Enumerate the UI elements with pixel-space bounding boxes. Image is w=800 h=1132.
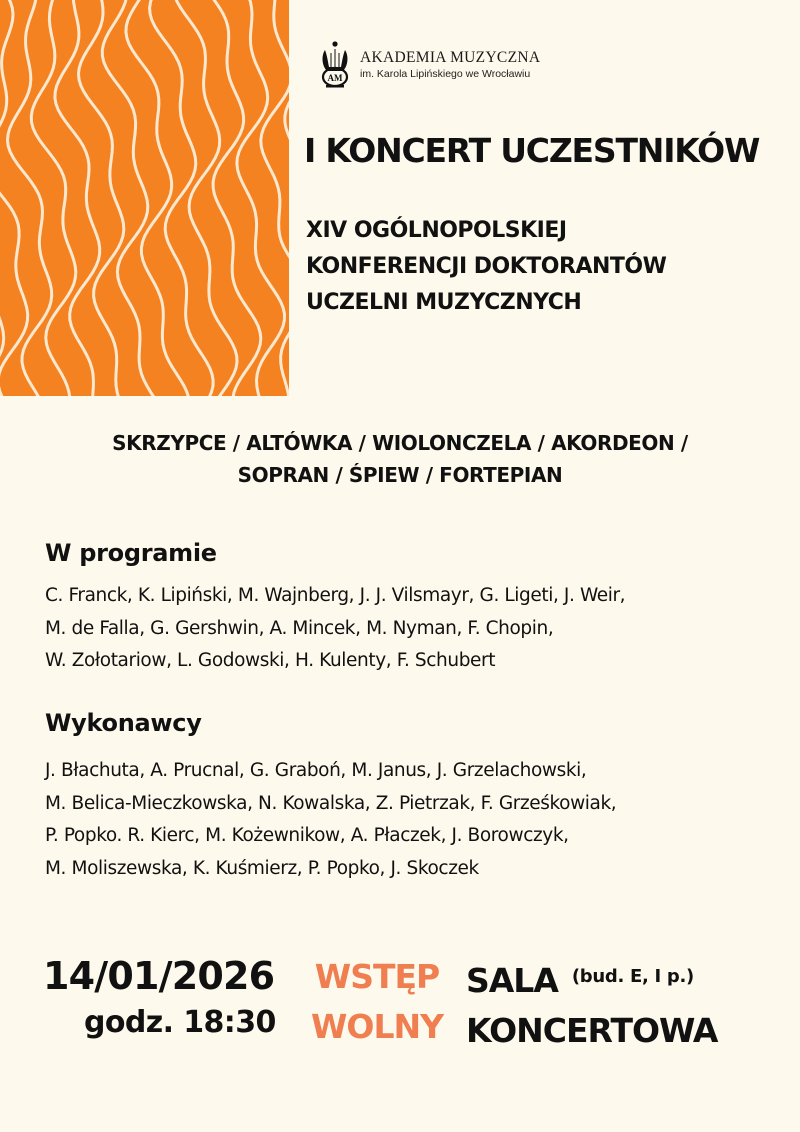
program-line: M. de Falla, G. Gershwin, A. Mincek, M. Nyman, F. Chopin,: [45, 617, 554, 639]
lyre-icon: [318, 40, 352, 88]
svg-text:AM: AM: [327, 73, 343, 83]
venue: [466, 952, 717, 1056]
performers-heading: Wykonawcy: [45, 709, 202, 737]
entry-line: WSTĘP: [314, 957, 440, 996]
orange-wave-artwork: [0, 0, 289, 396]
event-time: godz. 18:30: [84, 1005, 276, 1040]
performers-line: M. Belica-Mieczkowska, N. Kowalska, Z. Pietrzak, F. Grześkowiak,: [45, 792, 617, 814]
program-line: C. Franck, K. Lipiński, M. Wajnberg, J. J. Vilsmayr, G. Ligeti, J. Weir,: [45, 585, 626, 606]
academy-subline: im. Karola Lipińskiego we Wrocławiu: [360, 68, 531, 80]
free-entry-label: [305, 952, 449, 1052]
performers-list: [45, 755, 616, 885]
entry-line: WOLNY: [311, 1007, 443, 1046]
concert-title: I KONCERT UCZESTNIKÓW: [304, 131, 760, 170]
venue-building-note: (bud. E, I p.): [571, 966, 694, 987]
performers-line: J. Błachuta, A. Prucnal, G. Graboń, M. Janus, J. Grzelachowski,: [45, 760, 587, 781]
venue-line: SALA: [466, 961, 558, 1000]
instruments-list: [0, 427, 800, 491]
instruments-line: SOPRAN / ŚPIEW / FORTEPIAN: [237, 463, 563, 487]
subtitle-line: KONFERENCJI DOKTORANTÓW: [306, 254, 667, 279]
instruments-line: SKRZYPCE / ALTÓWKA / WIOLONCZELA / AKORDEON /: [112, 431, 688, 455]
academy-logo: [318, 40, 558, 90]
program-line: W. Zołotariow, L. Godowski, H. Kulenty, F. Schubert: [45, 650, 496, 671]
subtitle-line: UCZELNI MUZYCZNYCH: [306, 290, 582, 315]
event-date: 14/01/2026: [43, 954, 275, 998]
venue-line: KONCERTOWA: [466, 1011, 718, 1050]
performers-line: M. Moliszewska, K. Kuśmierz, P. Popko, J. Skoczek: [45, 857, 479, 879]
program-heading: W programie: [45, 539, 217, 567]
conference-subtitle: [306, 213, 666, 321]
performers-line: P. Popko. R. Kierc, M. Kożewnikow, A. Płaczek, J. Borowczyk,: [45, 825, 569, 846]
program-list: [45, 580, 625, 678]
academy-name: AKADEMIA MUZYCZNA: [360, 49, 541, 66]
subtitle-line: XIV OGÓLNOPOLSKIEJ: [306, 218, 567, 243]
